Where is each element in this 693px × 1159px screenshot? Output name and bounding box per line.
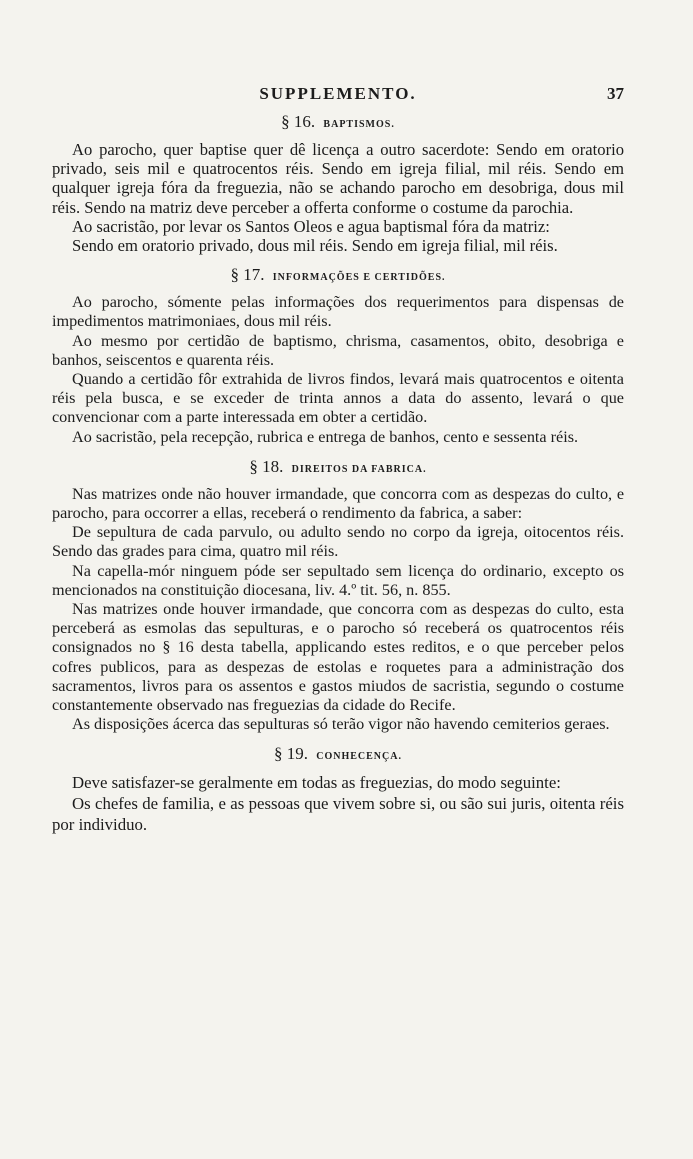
section-label: INFORMAÇÕES E CERTIDÕES.: [272, 272, 446, 284]
paragraph: Ao sacristão, pela recepção, rubrica e entrega de banhos, cento e sessenta réis.: [72, 427, 579, 446]
section-number: § 18.: [249, 456, 284, 476]
paragraph: Ao parocho, sómente pelas informações dos requerimentos para dispensas de impedimentos matrimoniaes, dous mil réis.: [52, 293, 624, 331]
paragraph: Quando a certidão fôr extrahida de livros findos, levará mais quatrocentos e oitenta réis pela busca, e se exceder de trinta annos a data do assento, levará o que convencionar com a parte interessada em obter a certidão.: [52, 370, 624, 427]
paragraph: Nas matrizes onde não houver irmandade, que concorra com as despezas do culto, e parocho, para occorrer a ellas, receberá o rendimento da fabrica, a saber:: [52, 484, 624, 523]
section-18: [52, 457, 624, 735]
paragraph: Sendo em oratorio privado, dous mil réis. Sendo em igreja filial, mil réis.: [72, 236, 558, 256]
paragraph: Ao mesmo por certidão de baptismo, chrisma, casamentos, obito, desobriga e banhos, seiscentos e quarenta réis.: [52, 331, 624, 369]
section-number: § 17.: [230, 265, 265, 285]
paragraph: Nas matrizes onde houver irmandade, que concorra com as despezas do culto, esta perceberá as esmolas das sepulturas, e o parocho só receberá os quatrocentos réis consignados no § 16 desta tabella, applicando estes reditos, e o que perceber pelos cofres publicos, para as despezas de estolas e roquetes para a administração dos sacramentos, livros para os assentos e gastos miudos de sacristia, segundo o costume constantemente observado nas freguezias da cidade do Recife.: [52, 600, 624, 715]
section-heading: [52, 265, 624, 285]
section-17: [52, 265, 624, 447]
paragraph: De sepultura de cada parvulo, ou adulto sendo no corpo da igreja, oitocentos réis. Sendo das grades para cima, quatro mil réis.: [52, 523, 624, 561]
section-19: [52, 744, 624, 835]
paragraph: Ao sacristão, por levar os Santos Oleos e agua baptismal fóra da matriz:: [72, 216, 550, 236]
running-header: [52, 84, 624, 106]
paragraph: As disposições ácerca das sepulturas só terão vigor não havendo cemiterios geraes.: [72, 715, 610, 734]
section-label: BAPTISMOS.: [323, 119, 395, 130]
section-heading: [52, 744, 624, 764]
section-label: CONHECENÇA.: [316, 751, 402, 763]
document-page: [52, 84, 624, 845]
section-number: § 19.: [274, 744, 308, 764]
page-title: SUPPLEMENTO.: [259, 84, 417, 103]
section-heading: [52, 112, 624, 132]
paragraph: Na capella-mór ninguem póde ser sepultado sem licença do ordinario, excepto os mencionados na constituição diocesana, liv. 4.º tit. 56, n. 855.: [52, 561, 624, 599]
paragraph: Os chefes de familia, e as pessoas que vivem sobre si, ou são sui juris, oitenta réis por individuo.: [52, 794, 624, 835]
section-number: § 16.: [281, 112, 316, 131]
paragraph: Deve satisfazer-se geralmente em todas as freguezias, do modo seguinte:: [72, 773, 561, 793]
paragraph: Ao parocho, quer baptise quer dê licença a outro sacerdote: Sendo em oratorio privado, seis mil e quatrocentos réis. Sendo em igreja filial, mil réis. Sendo em qualquer igreja fóra da freguezia, não se achando parocho em desobriga, dous mil réis. Sendo na matriz deve perceber a offerta conforme o costume da parochia.: [52, 140, 624, 217]
section-heading: [52, 457, 624, 477]
section-label: DIREITOS DA FABRICA.: [291, 463, 427, 475]
page-number: 37: [607, 84, 624, 103]
section-16: [52, 112, 624, 255]
